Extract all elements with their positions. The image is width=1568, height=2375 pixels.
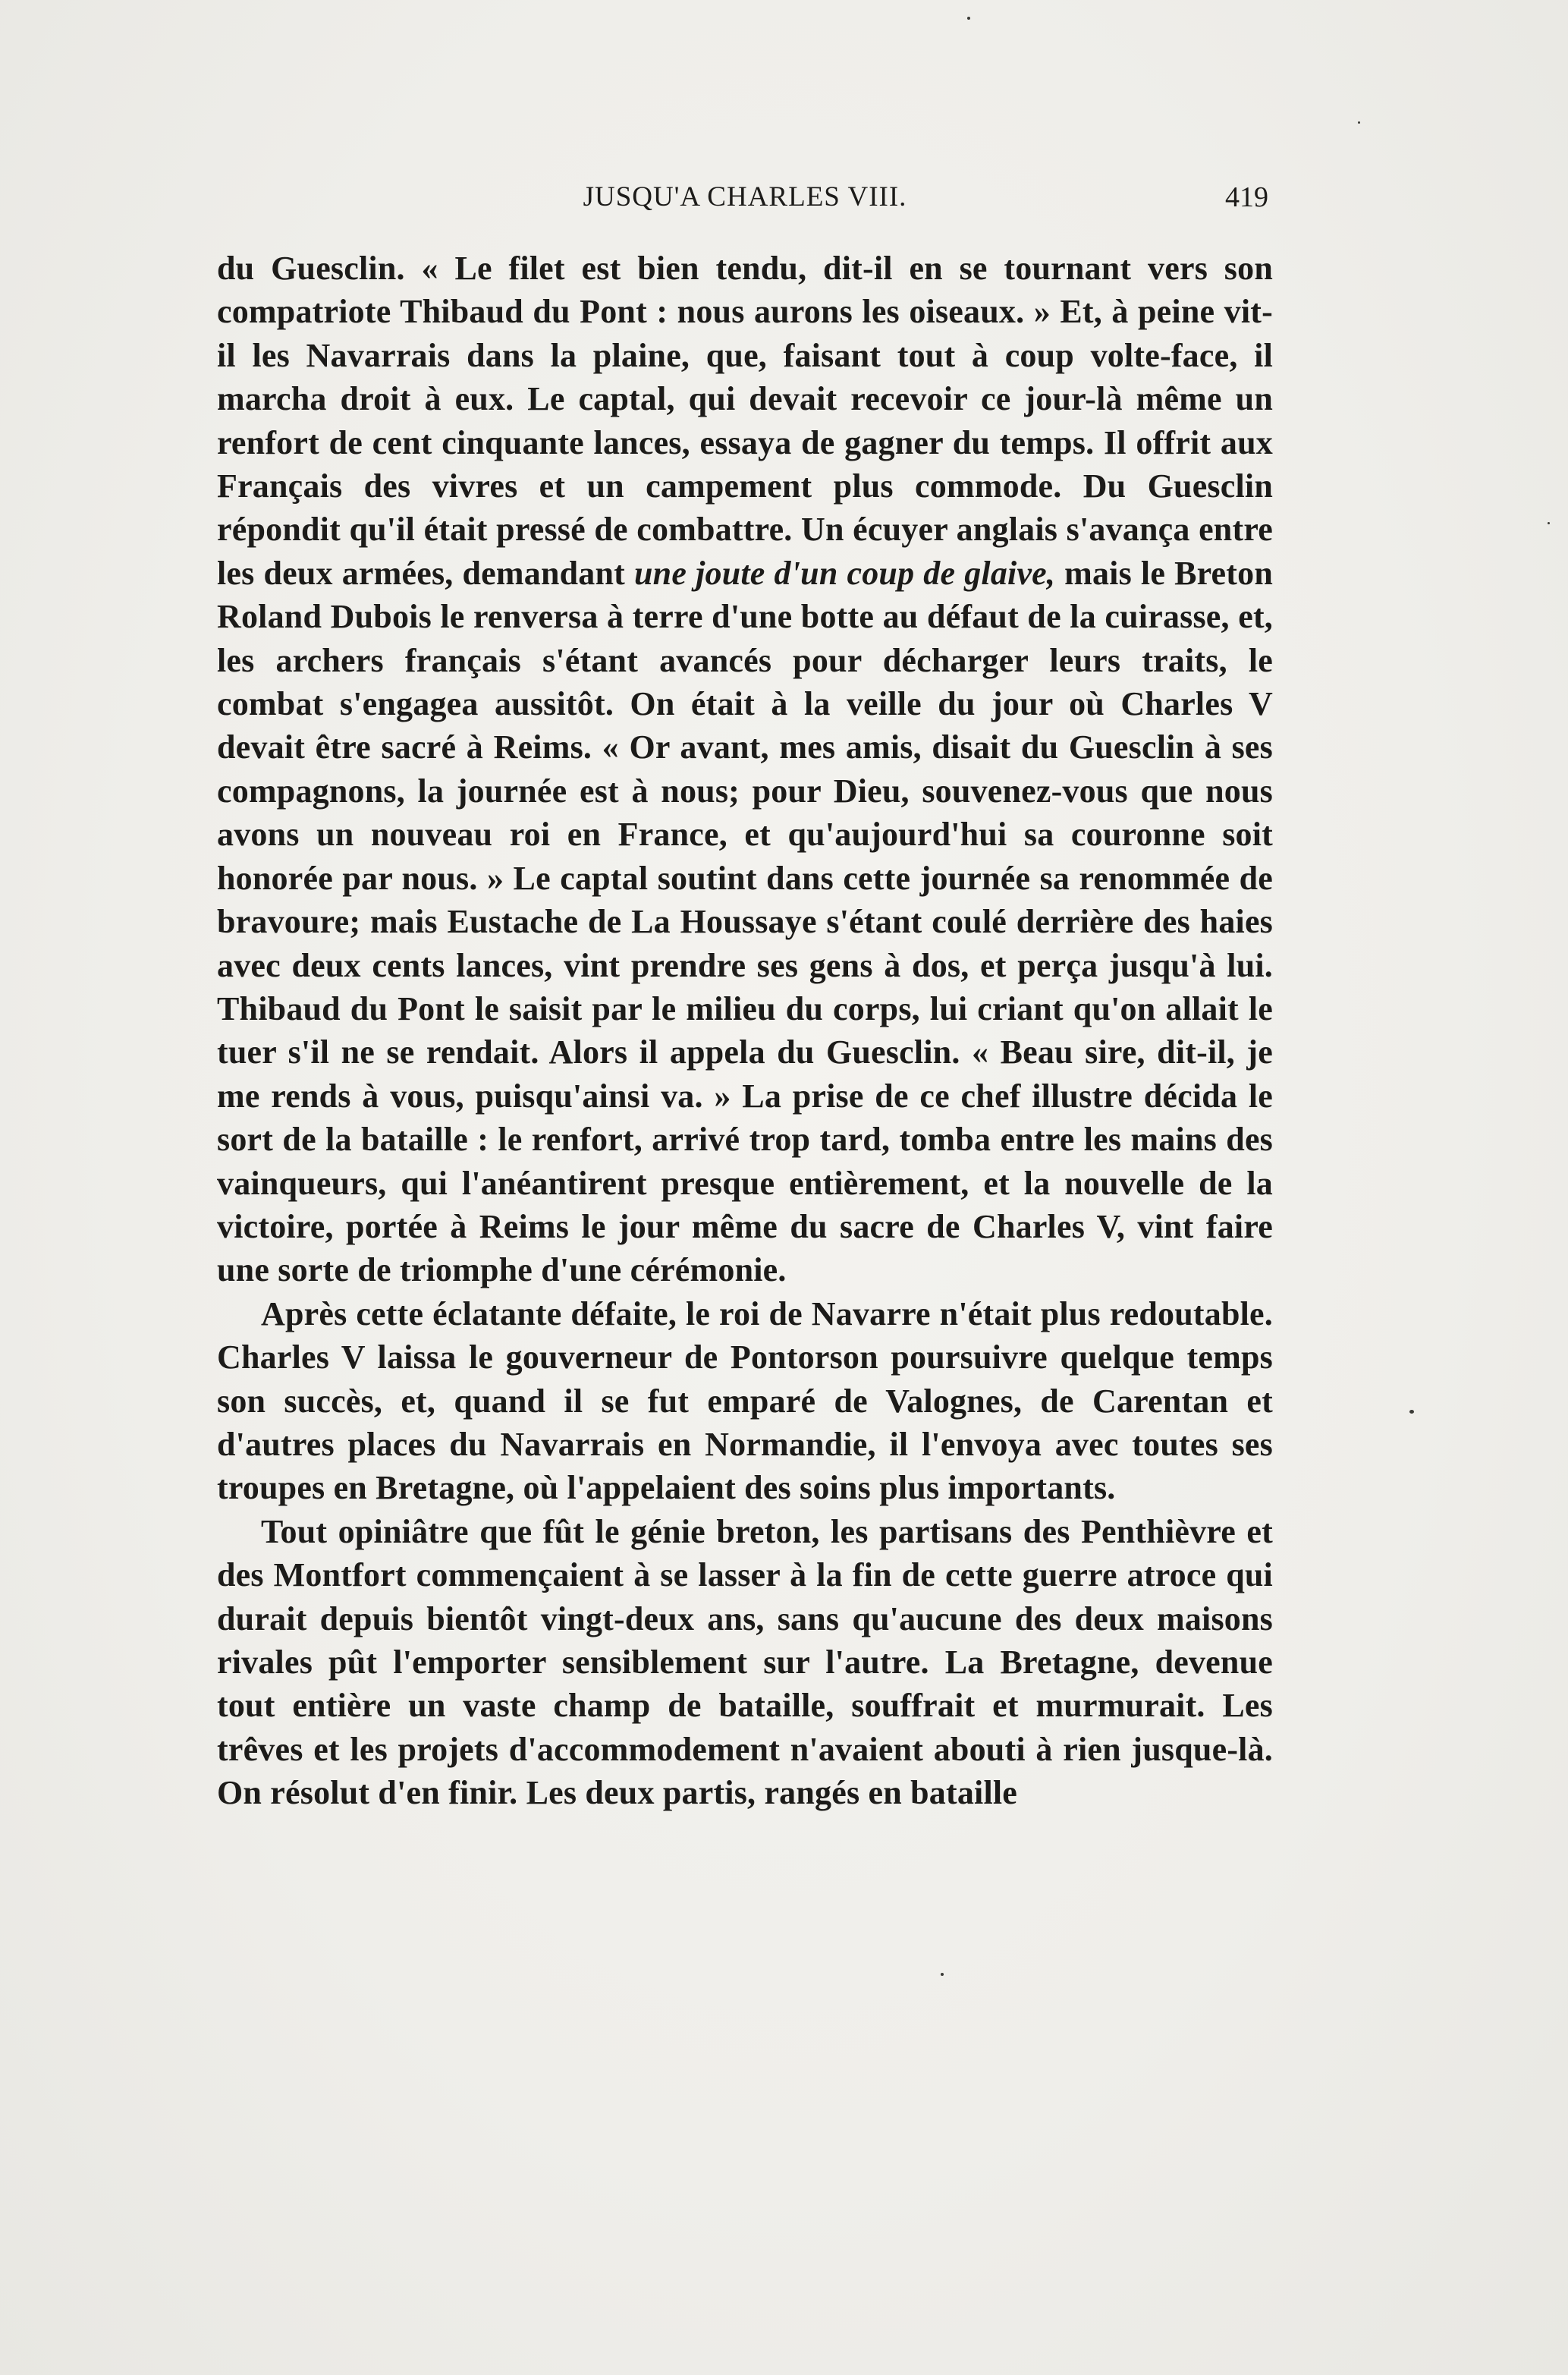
page-number: 419 xyxy=(1225,181,1268,213)
paragraph-1-part-2: mais le Breton Roland Dubois le renversa à terre d'une botte au défaut de la cuirasse, et, les archers français s'étant avancés pour décharger leurs traits, le combat s'engagea aussitôt. On était à la veille du jour où Charles V devait être sacré à Reims. « Or avant, mes amis, disait du Guesclin à ses compagnons, la journée est à nous; pour Dieu, souvenez-vous que nous avons un nouveau roi en France, et qu'aujourd'hui sa couronne soit honorée par nous. » Le captal soutint dans cette journée sa renommée de bravoure; mais Eustache de La Houssaye s'étant coulé derrière des haies avec deux cents lances, vint prendre ses gens à dos, et perça jusqu'à lui. Thibaud du Pont le saisit par le milieu du corps, lui criant qu'on allait le tuer s'il ne se rendait. Alors il appela du Guesclin. « Beau sire, dit-il, je me rends à vous, puisqu'ainsi va. » La prise de ce chef illustre décida le sort de la bataille : le renfort, arrivé trop tard, tomba entre les mains des vainqueurs, qui l'anéantirent presque entièrement, et la nouvelle de la victoire, portée à Reims le jour même du sacre de Charles V, vint faire une sorte de triomphe d'une cérémonie. xyxy=(217,554,1274,1289)
running-head xyxy=(217,176,1273,222)
paper-speck xyxy=(1358,121,1360,124)
paragraph-1 xyxy=(217,247,1273,1292)
paragraph-1-part-1: du Guesclin. « Le filet est bien tendu, dit-il en se tournant vers son compatriote Thibaud du Pont : nous aurons les oiseaux. » Et, à peine vit-il les Navarrais dans la plaine, que, faisant tout à coup volte-face, il marcha droit à eux. Le captal, qui devait recevoir ce jour-là même un renfort de cent cinquante lances, essaya de gagner du temps. Il offrit aux Français des vivres et un campement plus commode. Du Guesclin répondit qu'il était pressé de combattre. Un écuyer anglais s'avança entre les deux armées, demandant xyxy=(217,250,1273,592)
paper-speck xyxy=(1409,1410,1414,1414)
paragraph-1-italic-quote: une joute d'un coup de glaive, xyxy=(634,554,1056,592)
paragraph-2: Après cette éclatante défaite, le roi de Navarre n'était plus redoutable. Charles V laissa le gouverneur de Pontorson poursuivre quelque temps son succès, et, quand il se fut emparé de Valognes, de Carentan et d'autres places du Navarrais en Normandie, il l'envoya avec toutes ses troupes en Bretagne, où l'appelaient des soins plus importants. xyxy=(217,1294,1273,1507)
paper-speck xyxy=(1548,522,1550,524)
running-title: JUSQU'A CHARLES VIII. xyxy=(583,181,907,212)
paper-speck xyxy=(967,17,970,20)
paragraph-3: Tout opiniâtre que fût le génie breton, les partisans des Penthièvre et des Montfort commençaient à se lasser à la fin de cette guerre atroce qui durait depuis bientôt vingt-deux ans, sans qu'aucune des deux maisons rivales pût l'emporter sensiblement sur l'autre. La Bretagne, devenue tout entière un vaste champ de bataille, souffrait et murmurait. Les trêves et les projets d'accommodement n'avaient abouti à rien jusque-là. On résolut d'en finir. Les deux partis, rangés en bataille xyxy=(217,1512,1273,1812)
body-text xyxy=(217,247,1273,1815)
paper-speck xyxy=(941,1973,944,1976)
